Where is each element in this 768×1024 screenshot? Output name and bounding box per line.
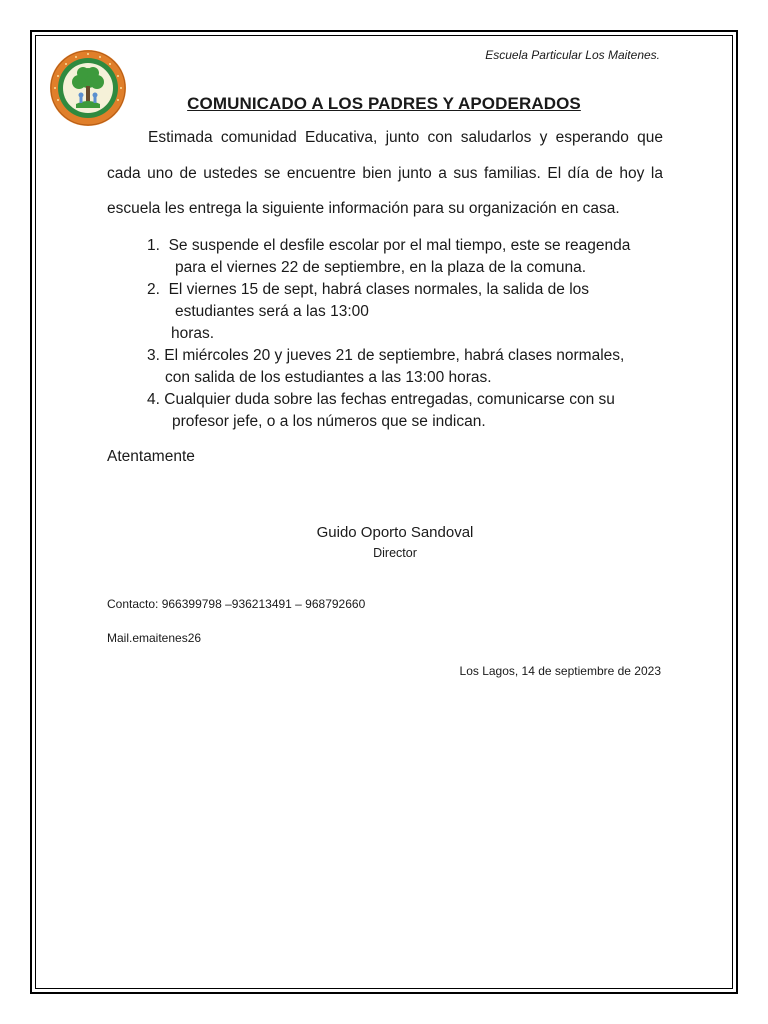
- list-item: 3. El miércoles 20 y jueves 21 de septiembre, habrá clases normales, con salida de los estudiantes a las 13:00 horas.: [147, 347, 625, 386]
- list-item: 4. Cualquier duda sobre las fechas entregadas, comunicarse con su profesor jefe, o a los números que se indican.: [147, 391, 615, 430]
- document-title: COMUNICADO A LOS PADRES Y APODERADOS: [187, 94, 581, 113]
- signer-name: Guido Oporto Sandoval: [316, 524, 474, 541]
- intro-paragraph: Estimada comunidad Educativa, junto con saludarlos y esperando que cada uno de ustedes se encuentre bien junto a sus familias. El día de hoy la escuela les entrega la siguiente información para su organización en casa.: [107, 129, 663, 217]
- list-item: 1. Se suspende el desfile escolar por el mal tiempo, este se reagenda para el viernes 22 de septiembre, en la plaza de la comuna.: [147, 237, 631, 276]
- notice-list: [147, 235, 667, 433]
- closing-text: Atentamente: [107, 448, 195, 465]
- school-seal-icon: [48, 48, 128, 128]
- contact-phones: Contacto: 966399798 –936213491 – 968792660: [107, 597, 366, 611]
- school-name: Escuela Particular Los Maitenes.: [485, 48, 660, 62]
- list-item: 2. El viernes 15 de sept, habrá clases normales, la salida de los estudiantes será a las 13:00 horas.: [147, 281, 590, 342]
- signer-role: Director: [373, 546, 417, 560]
- contact-mail: Mail.emaitenes26: [107, 631, 202, 645]
- place-date: Los Lagos, 14 de septiembre de 2023: [459, 664, 661, 678]
